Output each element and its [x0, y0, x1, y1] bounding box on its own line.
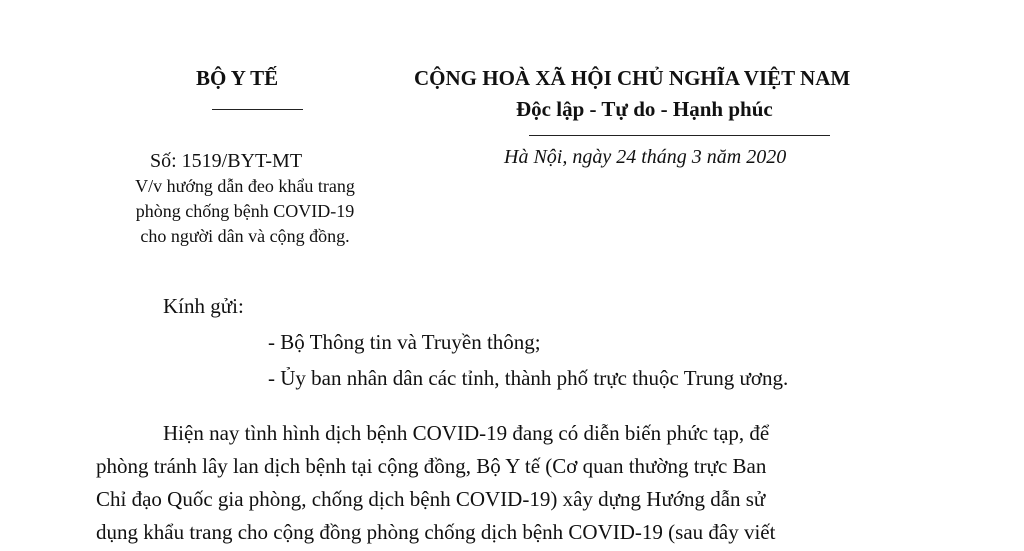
subject-line: phòng chống bệnh COVID-19	[135, 201, 355, 221]
body-line: dụng khẩu trang cho cộng đồng phòng chống dịch bệnh COVID-19 (sau đây viết	[96, 520, 776, 544]
recipient-item: - Ủy ban nhân dân các tỉnh, thành phố trực thuộc Trung ương.	[268, 366, 789, 390]
body-line: Chỉ đạo Quốc gia phòng, chống dịch bệnh COVID-19) xây dựng Hướng dẫn sử	[96, 487, 766, 511]
subject-line: V/v hướng dẫn đeo khẩu trang	[135, 176, 355, 196]
ministry-underline	[212, 109, 303, 110]
subject-line: cho người dân và cộng đồng.	[140, 226, 350, 246]
body-line: Hiện nay tình hình dịch bệnh COVID-19 đang có diễn biến phức tạp, để	[163, 421, 770, 445]
national-motto: Độc lập - Tự do - Hạnh phúc	[516, 97, 773, 121]
place-date: Hà Nội, ngày 24 tháng 3 năm 2020	[504, 146, 787, 168]
national-title: CỘNG HOÀ XÃ HỘI CHỦ NGHĨA VIỆT NAM	[414, 66, 851, 90]
salutation: Kính gửi:	[163, 294, 244, 318]
body-line: phòng tránh lây lan dịch bệnh tại cộng đồng, Bộ Y tế (Cơ quan thường trực Ban	[96, 454, 767, 478]
ministry-name: BỘ Y TẾ	[196, 66, 279, 90]
motto-underline	[529, 135, 830, 136]
document-number: Số: 1519/BYT-MT	[150, 150, 303, 172]
recipient-item: - Bộ Thông tin và Truyền thông;	[268, 330, 541, 354]
